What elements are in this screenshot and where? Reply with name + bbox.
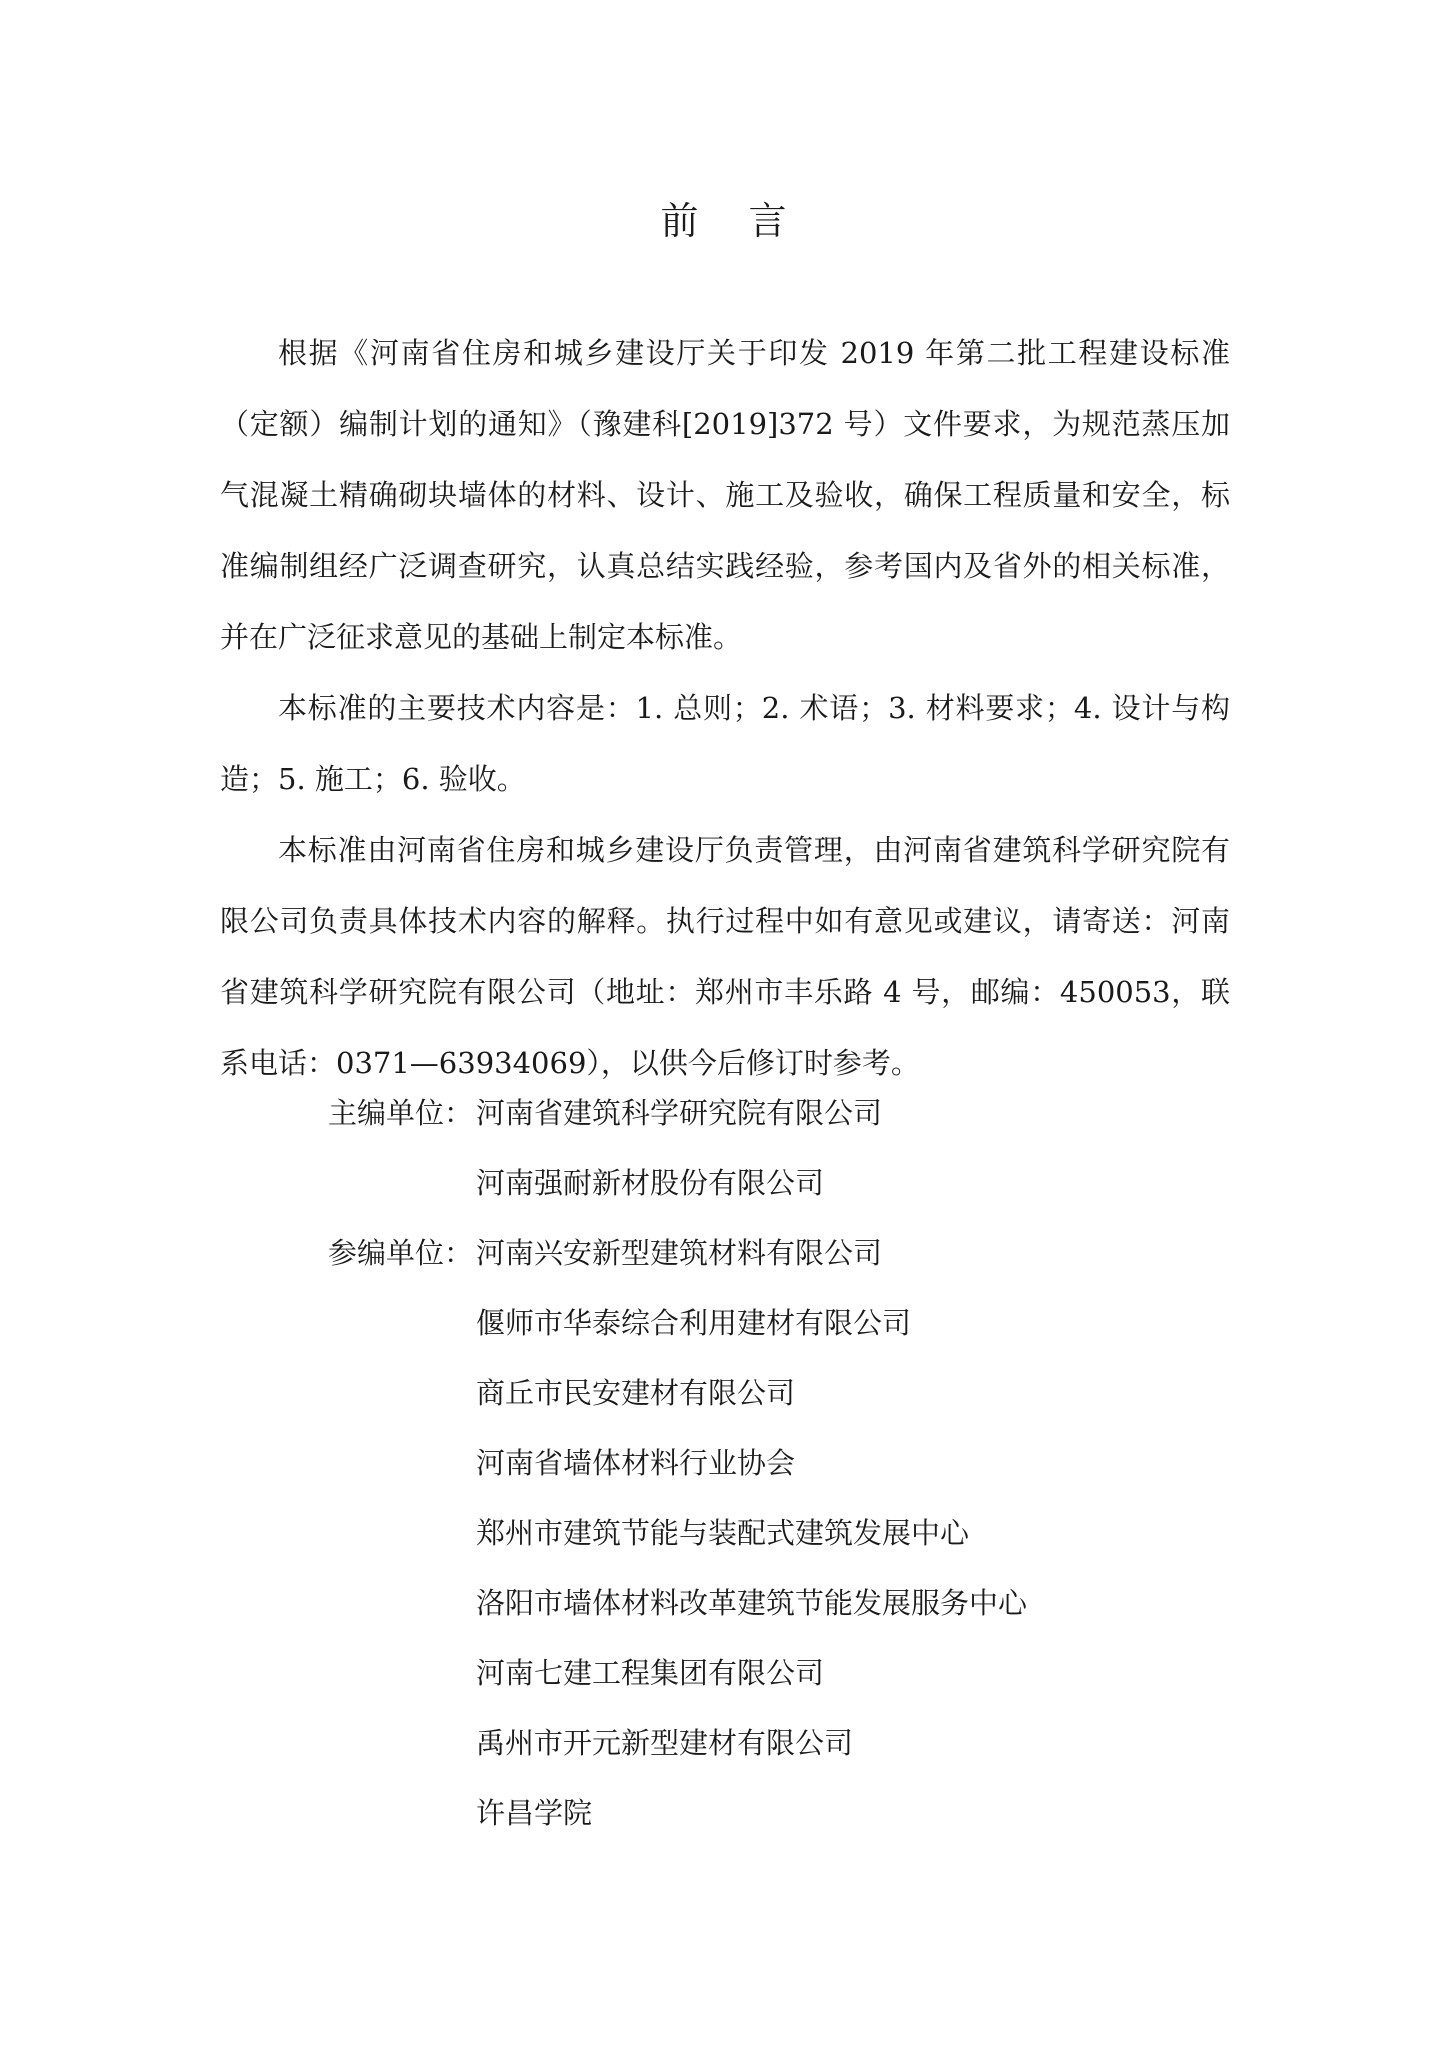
participating-unit-row bbox=[328, 1288, 1027, 1358]
participating-unit-row bbox=[328, 1428, 1027, 1498]
page-title: 前言 bbox=[660, 199, 837, 243]
participating-unit-row bbox=[328, 1568, 1027, 1638]
chief-unit-row bbox=[328, 1148, 1027, 1218]
units-list bbox=[328, 1078, 1027, 1848]
paragraph-management: 本标准由河南省住房和城乡建设厅负责管理，由河南省建筑科学研究院有限公司负责具体技术内容的解释。执行过程中如有意见或建议，请寄送：河南省建筑科学研究院有限公司（地址：郑州市丰乐路 4 号，邮编：450053，联系电话：0371—63934069），以供今后修订时参考。 bbox=[220, 833, 1230, 1080]
participating-unit-name: 禹州市开元新型建材有限公司 bbox=[476, 1726, 854, 1760]
participating-unit-name: 河南省墙体材料行业协会 bbox=[476, 1446, 796, 1480]
paragraph-contents: 本标准的主要技术内容是：1. 总则；2. 术语；3. 材料要求；4. 设计与构造；5. 施工；6. 验收。 bbox=[220, 691, 1230, 796]
chief-unit-row bbox=[328, 1078, 1027, 1148]
participating-unit-name: 河南七建工程集团有限公司 bbox=[476, 1656, 825, 1690]
participating-units-label: 参编单位： bbox=[328, 1236, 474, 1270]
participating-unit-row bbox=[328, 1638, 1027, 1708]
participating-unit-name: 河南兴安新型建筑材料有限公司 bbox=[476, 1236, 883, 1270]
chief-unit-name: 河南强耐新材股份有限公司 bbox=[476, 1166, 825, 1200]
chief-unit-name: 河南省建筑科学研究院有限公司 bbox=[476, 1096, 883, 1130]
participating-unit-name: 偃师市华泰综合利用建材有限公司 bbox=[476, 1306, 912, 1340]
participating-unit-name: 郑州市建筑节能与装配式建筑发展中心 bbox=[476, 1516, 970, 1550]
participating-unit-name: 洛阳市墙体材料改革建筑节能发展服务中心 bbox=[476, 1586, 1028, 1620]
preface-body bbox=[220, 318, 1230, 1099]
participating-unit-row bbox=[328, 1358, 1027, 1428]
participating-unit-name: 商丘市民安建材有限公司 bbox=[476, 1376, 796, 1410]
chief-units-label: 主编单位： bbox=[328, 1096, 474, 1130]
participating-unit-row bbox=[328, 1708, 1027, 1778]
paragraph-background: 根据《河南省住房和城乡建设厅关于印发 2019 年第二批工程建设标准（定额）编制计划的通知》（豫建科[2019]372 号）文件要求，为规范蒸压加气混凝土精确砌块墙体的材料、设计、施工及验收，确保工程质量和安全，标准编制组经广泛调查研究，认真总结实践经验，参考国内及省外的相关标准，并在广泛征求意见的基础上制定本标准。 bbox=[220, 336, 1230, 654]
participating-unit-row bbox=[328, 1218, 1027, 1288]
participating-unit-name: 许昌学院 bbox=[476, 1796, 593, 1830]
participating-unit-row bbox=[328, 1778, 1027, 1848]
participating-unit-row bbox=[328, 1498, 1027, 1568]
